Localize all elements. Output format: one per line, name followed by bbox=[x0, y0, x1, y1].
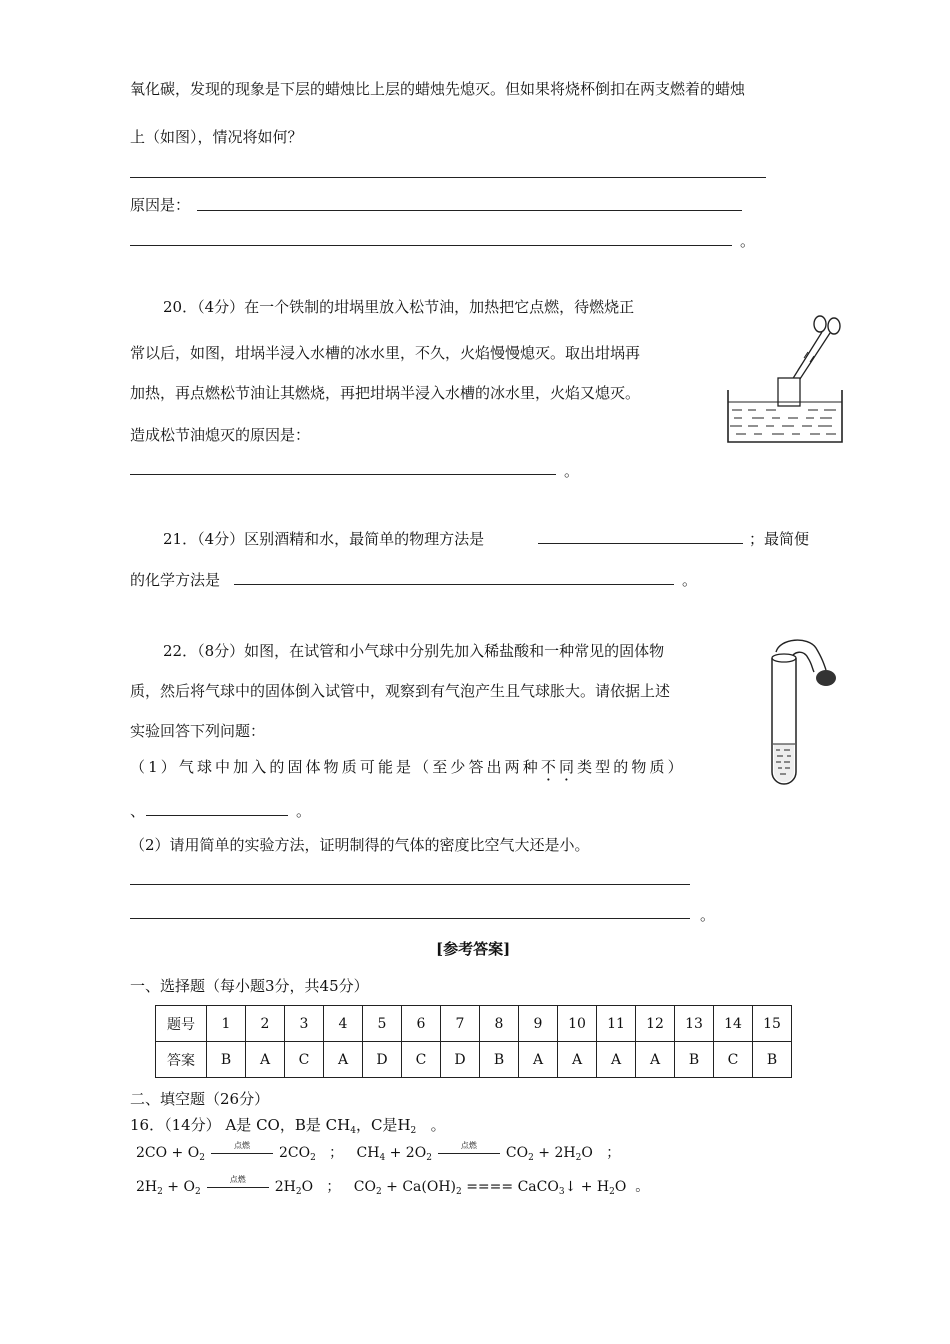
eq4-end: 。 bbox=[635, 1179, 650, 1195]
eq3-left2-sub: 2 bbox=[194, 1187, 201, 1197]
eq2-right: CO bbox=[505, 1145, 529, 1161]
eq3-right2: O bbox=[301, 1179, 314, 1195]
eq2-right3: O bbox=[581, 1145, 593, 1161]
eq4-right-sub: 3 bbox=[558, 1187, 565, 1197]
table-cell: A bbox=[597, 1042, 636, 1078]
eq4-left: CO bbox=[353, 1179, 376, 1195]
q22-line1: 22．（8分）如图，在试管和小气球中分别先加入稀盐酸和一种常见的固体物 bbox=[163, 642, 665, 660]
q20-answer-line[interactable] bbox=[130, 474, 556, 475]
q21-end-mark: 。 bbox=[682, 571, 698, 589]
eq1-condition: 点燃 bbox=[233, 1141, 250, 1150]
eq3-left-sub: 2 bbox=[157, 1187, 163, 1197]
eq3-sep: ； bbox=[326, 1179, 341, 1195]
eq3-right: 2H bbox=[274, 1179, 296, 1195]
table-cell: 9 bbox=[519, 1006, 558, 1042]
q21-line2-a: 的化学方法是 bbox=[130, 571, 221, 589]
answer-equation-row-1 bbox=[136, 1142, 620, 1163]
q22-emphasis-char-1: 不 bbox=[540, 758, 559, 776]
eq2-condition: 点燃 bbox=[460, 1141, 477, 1150]
q20-end-mark: 。 bbox=[564, 462, 580, 480]
eq2-right-sub: 2 bbox=[528, 1153, 534, 1163]
q20-line2: 常以后，如图，坩埚半浸入水槽的冰水里，不久，火焰慢慢熄灭。取出坩埚再 bbox=[130, 344, 641, 362]
eq1-left-sub: 2 bbox=[199, 1153, 205, 1163]
table-header-number: 题号 bbox=[156, 1006, 207, 1042]
q16-end: 。 bbox=[430, 1116, 446, 1134]
q22-line2: 质，然后将气球中的固体倒入试管中，观察到有气泡产生且气球胀大。请依据上述 bbox=[130, 682, 671, 700]
eq3-condition: 点燃 bbox=[229, 1175, 246, 1184]
q16-mid1: ，B是 bbox=[279, 1116, 321, 1134]
table-cell: 14 bbox=[714, 1006, 753, 1042]
eq4-left2: + Ca(OH) bbox=[381, 1179, 457, 1195]
q22-sub1-text-a: （1）气球中加入的固体物质可能是（至少答出两种 bbox=[130, 758, 541, 776]
q21-physical-method-line[interactable] bbox=[538, 543, 743, 544]
eq1-condition-arrow bbox=[211, 1141, 273, 1160]
q22-end-mark: 。 bbox=[700, 906, 716, 924]
answer-q16 bbox=[130, 1114, 446, 1136]
table-cell: 8 bbox=[480, 1006, 519, 1042]
q19-reason-line[interactable] bbox=[197, 210, 742, 211]
eq1-left: 2CO + O bbox=[136, 1145, 200, 1161]
table-cell: A bbox=[324, 1042, 363, 1078]
answers-title: [参考答案] bbox=[436, 940, 511, 958]
eq2-sep: ； bbox=[606, 1145, 621, 1161]
table-header-answer: 答案 bbox=[156, 1042, 207, 1078]
table-cell: C bbox=[285, 1042, 324, 1078]
table-cell: 12 bbox=[636, 1006, 675, 1042]
eq4 bbox=[354, 1179, 650, 1195]
q22-line3: 实验回答下列问题： bbox=[130, 722, 266, 740]
eq2 bbox=[356, 1141, 621, 1163]
q22-emphasis-char-2: 同 bbox=[558, 758, 578, 776]
q16-b-value: CH bbox=[325, 1116, 351, 1134]
q20-line3: 加热，再点燃松节油让其燃烧，再把坩埚半浸入水槽的冰水里，火焰又熄灭。 bbox=[130, 384, 641, 402]
eq1-sep: ； bbox=[329, 1145, 344, 1161]
q19-end-mark: 。 bbox=[740, 232, 756, 250]
q22-sub1-answer-line[interactable] bbox=[146, 815, 288, 816]
table-cell: B bbox=[480, 1042, 519, 1078]
q22-sub1-end: 。 bbox=[296, 802, 312, 820]
q16-a-value: CO bbox=[256, 1116, 280, 1134]
eq1-right: 2CO bbox=[278, 1145, 311, 1161]
table-cell: 3 bbox=[285, 1006, 324, 1042]
answers-section1-heading: 一、选择题（每小题3分，共45分） bbox=[130, 977, 369, 995]
table-cell: B bbox=[753, 1042, 792, 1078]
q16-mid2: ，C是 bbox=[355, 1116, 398, 1134]
q19-line2: 上（如图），情况将如何？ bbox=[130, 128, 303, 146]
table-cell: D bbox=[363, 1042, 402, 1078]
eq3-left2: + O bbox=[162, 1179, 195, 1195]
q22-sub1-line2-a: 、 bbox=[130, 802, 146, 820]
table-cell: 1 bbox=[207, 1006, 246, 1042]
table-cell: D bbox=[441, 1042, 480, 1078]
q21-line1-b: ；最简便 bbox=[749, 530, 810, 548]
table-cell: B bbox=[675, 1042, 714, 1078]
table-cell: 6 bbox=[402, 1006, 441, 1042]
eq3 bbox=[136, 1175, 341, 1197]
eq3-condition-arrow bbox=[207, 1175, 269, 1194]
q22-sub2: （2）请用简单的实验方法，证明制得的气体的密度比空气大还是小。 bbox=[130, 836, 590, 854]
q22-answer-line-2[interactable] bbox=[130, 918, 690, 919]
precipitate-arrow-icon: ↓ bbox=[564, 1179, 577, 1195]
eq2-left2: + 2O bbox=[385, 1145, 427, 1161]
table-cell: C bbox=[402, 1042, 441, 1078]
table-cell: 13 bbox=[675, 1006, 714, 1042]
answers-section2-heading: 二、填空题（26分） bbox=[130, 1090, 270, 1108]
eq4-right3: O bbox=[614, 1179, 627, 1195]
crucible-in-water-trough-icon bbox=[722, 312, 852, 447]
table-cell: 2 bbox=[246, 1006, 285, 1042]
table-cell: A bbox=[519, 1042, 558, 1078]
table-row-numbers bbox=[156, 1006, 792, 1042]
q22-sub1 bbox=[130, 756, 686, 777]
eq4-equals: ==== bbox=[461, 1179, 518, 1195]
eq2-condition-arrow bbox=[438, 1141, 500, 1160]
q20-line4: 造成松节油熄灭的原因是： bbox=[130, 426, 311, 444]
table-cell: A bbox=[246, 1042, 285, 1078]
eq2-left-sub: 4 bbox=[379, 1153, 386, 1163]
table-cell: 7 bbox=[441, 1006, 480, 1042]
table-cell: A bbox=[636, 1042, 675, 1078]
eq4-right2-sub: 2 bbox=[609, 1187, 615, 1197]
q22-sub1-text-b: 类型的物质） bbox=[577, 758, 686, 776]
table-cell: B bbox=[207, 1042, 246, 1078]
q19-answer-line-1[interactable] bbox=[130, 177, 766, 178]
eq2-left: CH bbox=[356, 1145, 380, 1161]
eq3-right-sub: 2 bbox=[295, 1187, 302, 1197]
answer-equation-row-2 bbox=[136, 1176, 649, 1197]
table-row-choices bbox=[156, 1042, 792, 1078]
eq3-left: 2H bbox=[136, 1179, 158, 1195]
table-cell: 5 bbox=[363, 1006, 402, 1042]
eq2-right2: + 2H bbox=[533, 1145, 576, 1161]
table-cell: 15 bbox=[753, 1006, 792, 1042]
eq4-right2: + H bbox=[576, 1179, 610, 1195]
eq4-right: CaCO bbox=[517, 1179, 559, 1195]
q19-reason-label: 原因是： bbox=[130, 196, 191, 214]
q16-c-sub: 2 bbox=[410, 1126, 417, 1136]
q19-answer-line-2[interactable] bbox=[130, 245, 732, 246]
eq1-right-sub: 2 bbox=[310, 1153, 316, 1163]
q22-answer-line-1[interactable] bbox=[130, 884, 690, 885]
eq1 bbox=[136, 1141, 344, 1163]
q21-chemical-method-line[interactable] bbox=[234, 584, 674, 585]
table-cell: C bbox=[714, 1042, 753, 1078]
eq4-left2-sub: 2 bbox=[456, 1187, 462, 1197]
eq2-right2-sub: 2 bbox=[575, 1153, 582, 1163]
eq2-left2-sub: 2 bbox=[426, 1153, 432, 1163]
test-tube-with-balloon-icon bbox=[764, 636, 844, 788]
q19-line1: 氧化碳，发现的现象是下层的蜡烛比上层的蜡烛先熄灭。但如果将烧杯倒扣在两支燃着的蜡烛 bbox=[130, 80, 746, 98]
table-cell: 4 bbox=[324, 1006, 363, 1042]
table-cell: A bbox=[558, 1042, 597, 1078]
q16-prefix: 16．（14分） A是 bbox=[130, 1116, 252, 1134]
q21-line1-a: 21．（4分）区别酒精和水，最简单的物理方法是 bbox=[163, 530, 485, 548]
eq4-left-sub: 2 bbox=[375, 1187, 382, 1197]
table-cell: 11 bbox=[597, 1006, 636, 1042]
table-cell: 10 bbox=[558, 1006, 597, 1042]
q20-line1: 20．（4分）在一个铁制的坩埚里放入松节油，加热把它点燃，待燃烧正 bbox=[163, 298, 635, 316]
q16-c-value: H bbox=[397, 1116, 411, 1134]
answer-table bbox=[155, 1005, 792, 1078]
q16-b-sub: 4 bbox=[350, 1126, 356, 1136]
